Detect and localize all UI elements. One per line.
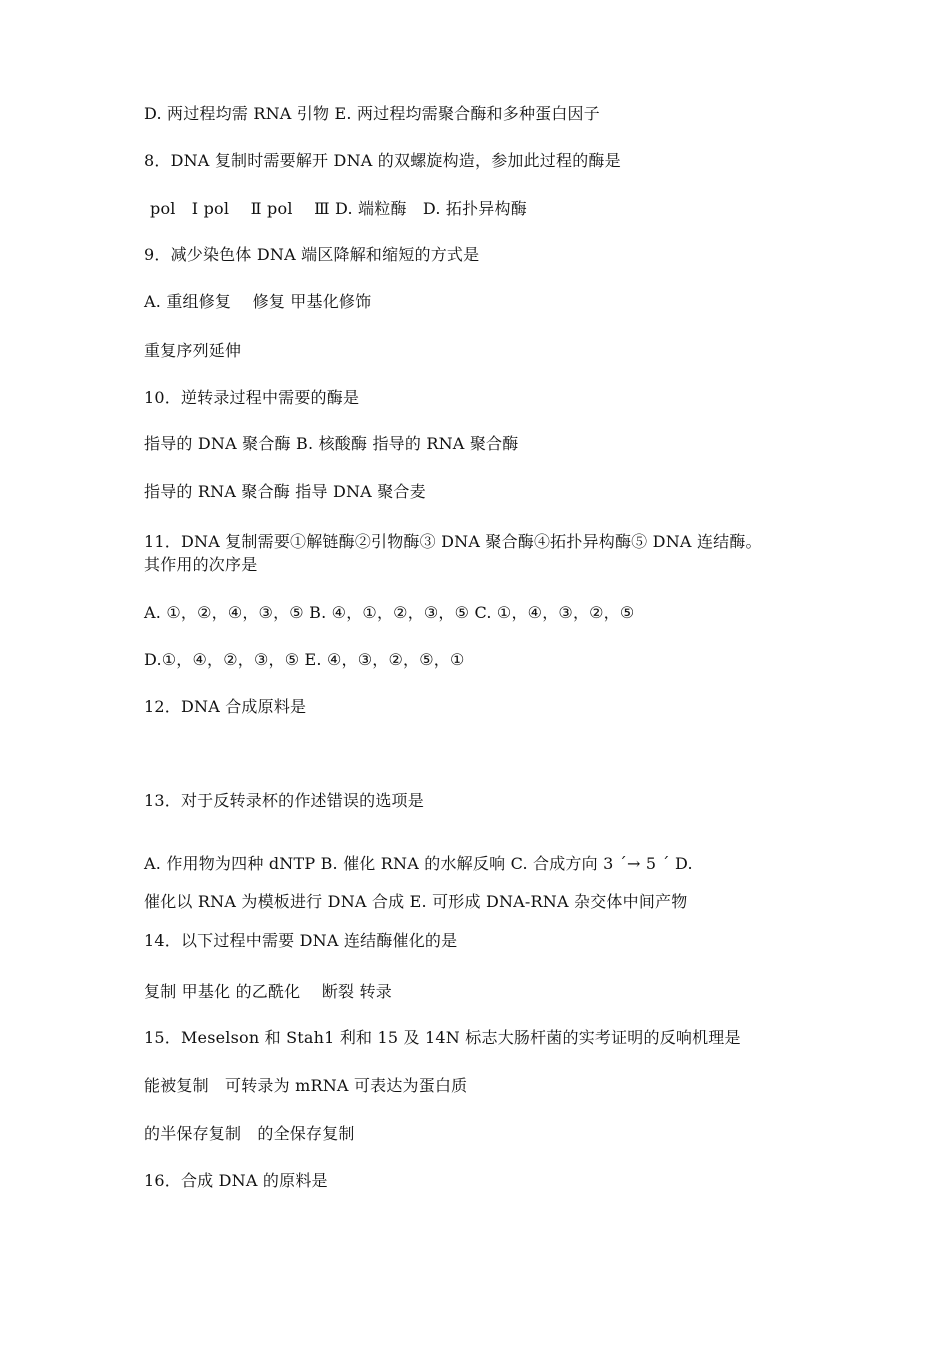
question-14: 14．以下过程中需要 DNA 连结酶催化的是 [144,931,458,950]
question-12: 12．DNA 合成原料是 [144,697,307,716]
question-13-options-a: A. 作用物为四种 dNTP B. 催化 RNA 的水解反响 C. 合成方向 3 ˊ→ 5 ˊ D. [144,854,693,873]
question-15-options-a: 能被复制 可转录为 mRNA 可表达为蛋白质 [144,1076,468,1095]
question-10-options-a: 指导的 DNA 聚合酶 B. 核酸酶 指导的 RNA 聚合酶 [144,434,519,453]
question-11-options-b: D.①，④，②，③，⑤ E. ④，③，②，⑤，① [144,650,465,669]
text-line-d-option: D. 两过程均需 RNA 引物 E. 两过程均需聚合酶和多种蛋白因子 [144,104,600,123]
question-9: 9．减少染色体 DNA 端区降解和缩短的方式是 [144,245,480,264]
question-9-options-a: A. 重组修复 修复 甲基化修饰 [144,292,372,311]
question-13-options-b: 催化以 RNA 为模板进行 DNA 合成 E. 可形成 DNA-RNA 杂交体中间产物 [144,892,688,911]
question-13: 13．对于反转录杯的作述错误的选项是 [144,791,424,810]
question-15: 15．Meselson 和 Stah1 利和 15 及 14N 标志大肠杆菌的实考证明的反响机理是 [144,1028,741,1047]
question-8: 8．DNA 复制时需要解开 DNA 的双螺旋构造，参加此过程的酶是 [144,151,621,170]
question-15-options-b: 的半保存复制 的全保存复制 [144,1124,355,1143]
question-10: 10．逆转录过程中需要的酶是 [144,388,360,407]
question-16: 16．合成 DNA 的原料是 [144,1171,328,1190]
question-10-options-b: 指导的 RNA 聚合酶 指导 DNA 聚合麦 [144,482,426,501]
question-14-options: 复制 甲基化 的乙酰化 断裂 转录 [144,982,392,1001]
question-9-options-b: 重复序列延伸 [144,341,242,360]
question-11-options-a: A. ①，②，④，③，⑤ B. ④，①，②，③，⑤ C. ①，④，③，②，⑤ [144,603,635,622]
question-11: 11．DNA 复制需要①解链酶②引物酶③ DNA 聚合酶④拓扑异构酶⑤ DNA 连结酶。 [144,532,762,551]
question-8-options: pol Ⅰ pol Ⅱ pol Ⅲ D. 端粒酶 D. 拓扑异构酶 [150,199,527,218]
question-11-continued: 其作用的次序是 [144,555,258,574]
